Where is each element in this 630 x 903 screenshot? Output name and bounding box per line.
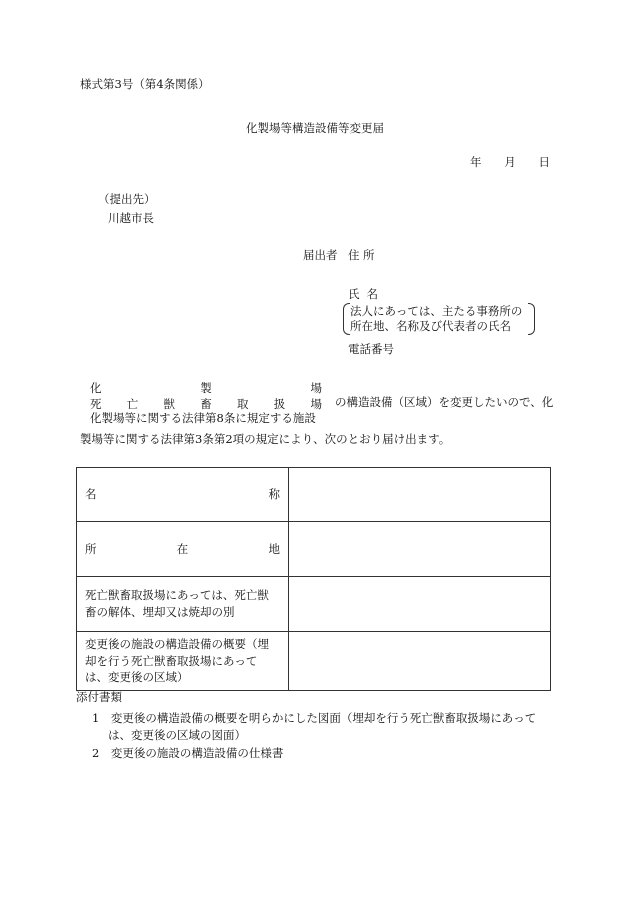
row-b-char: 死 [90,397,102,411]
row-b-char: 扱 [273,397,286,411]
value-structure-summary[interactable] [289,632,551,691]
attachment-item-2: 2 変更後の施設の構造設備の仕様書 [92,746,284,760]
document-title: 化製場等構造設備等変更届 [246,121,384,135]
attachment-item-1: 1 変更後の構造設備の概要を明らかにした図面（埋却を行う死亡獣畜取扱場にあって [92,711,537,725]
date-month: 月 [504,155,516,169]
date-year: 年 [470,155,482,169]
row-b-char: 畜 [200,397,212,411]
statement-line-2: 化製場等に関する法律第8条に規定する施設 [90,411,316,425]
address-label [348,249,378,263]
facility-type-row-b [90,396,322,412]
phone-label: 電話番号 [348,342,394,356]
label-name-char: 称 [268,487,280,502]
row-a-char: 製 [200,381,212,395]
row-b-char: 取 [237,397,249,411]
attachment-item-1-cont: は、変更後の区域の図面） [108,728,246,742]
table-row-structure-summary [77,632,551,691]
address-char-2: 所 [363,248,375,262]
submit-to-label: （提出先） [98,192,156,206]
corporate-note-line-1: 法人にあっては、主たる事務所の [350,304,523,318]
corporate-note [343,303,535,335]
value-disposal-type[interactable] [289,577,551,632]
row-b-char: 場 [310,397,322,411]
label-location-char: 所 [85,541,97,556]
name-char-2: 名 [366,287,378,301]
bracket-right [528,303,535,335]
statement-line-3: 製場等に関する法律第3条第2項の規定により、次のとおり届け出ます。 [80,432,451,446]
table-row-disposal-type [77,577,551,632]
label-structure-summary: 変更後の施設の構造設備の概要（埋却を行う死亡獣畜取扱場にあっては、変更後の区域） [77,632,289,691]
date-day: 日 [538,155,550,169]
label-disposal-type: 死亡獣畜取扱場にあっては、死亡獣畜の解体、埋却又は焼却の別 [77,577,289,632]
label-location-char: 在 [176,541,189,556]
recipient-name: 川越市長 [108,211,154,225]
name-char-1: 氏 [348,287,360,301]
row-a-char: 化 [90,381,102,395]
attachments-title: 添付書類 [76,690,122,704]
facility-type-row-a [90,380,322,396]
date-row [470,156,550,170]
table-row-location [77,522,551,577]
label-location [77,522,289,577]
label-name-char: 名 [85,487,97,502]
name-label [348,288,378,302]
table-row-name [77,468,551,522]
value-location[interactable] [289,522,551,577]
value-name[interactable] [289,468,551,522]
notifier-label: 届出者 [303,248,338,262]
notification-table [76,467,551,691]
label-name [77,468,289,522]
label-location-char: 地 [268,541,280,556]
row-b-char: 亡 [126,397,139,411]
address-char-1: 住 [348,248,360,262]
corporate-note-line-2: 所在地、名称及び代表者の氏名 [350,319,511,333]
bracket-left [343,303,350,335]
row-a-char: 場 [310,381,322,395]
form-number: 様式第3号（第4条関係） [80,77,210,91]
statement-line-1: の構造設備（区域）を変更したいので、化 [335,395,554,409]
row-b-char: 獣 [163,397,175,411]
